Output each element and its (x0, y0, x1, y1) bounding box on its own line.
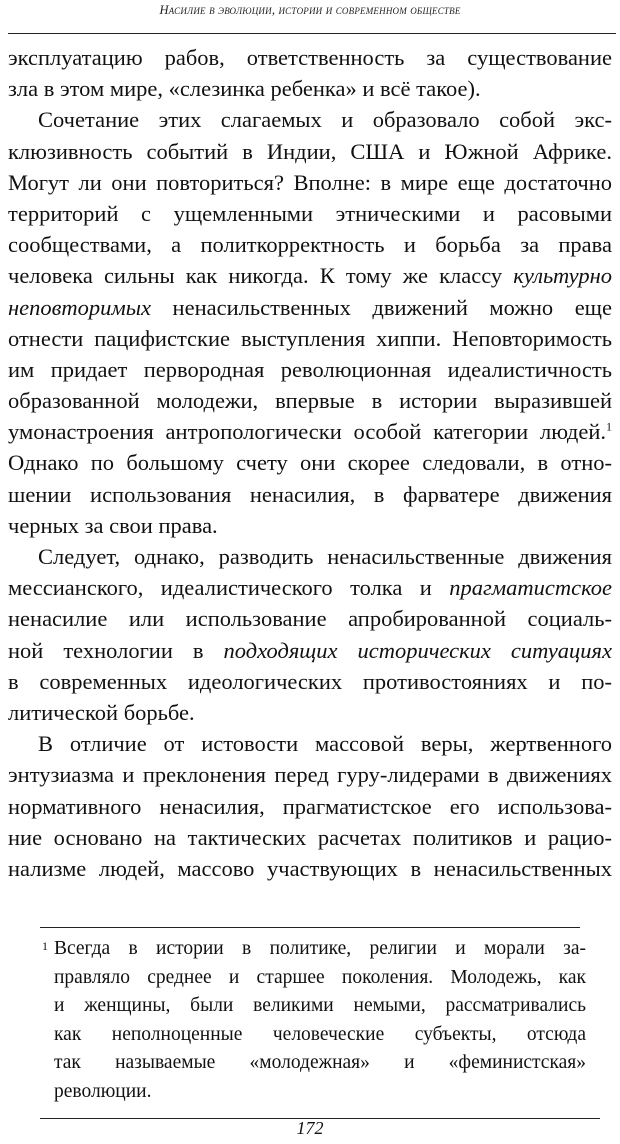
footnote-line: как неполноценные человеческие субъекты, отсюда (54, 1023, 586, 1045)
text-line: клюзивность событий в Индии, США и Южной Африке. (8, 138, 612, 164)
footnote-line: революции. (54, 1080, 152, 1102)
footnote-separator (40, 927, 580, 928)
text-line: Однако по большому счету они скорее следовали, в отно- (8, 450, 612, 476)
text-line: В отличие от истовости массовой веры, жертвенного (38, 731, 612, 757)
text-line: нормативного ненасилия, прагматистское его использова- (8, 793, 612, 819)
text-line: сообществами, а политкорректность и борьба за права (8, 232, 612, 258)
text-line: шении использования ненасилия, в фарватере движения (8, 481, 612, 507)
text-line: Могут ли они повториться? Вполне: в мире еще достаточно (8, 169, 612, 195)
emphasis: неповторимых (8, 294, 151, 320)
emphasis: прагматистское (449, 575, 612, 601)
text-line: ненасилие или использование апробированной социаль- (8, 606, 612, 632)
emphasis: подходящих исторических ситуациях (223, 637, 612, 663)
text-line: энтузиазма и преклонения перед гуру-лидерами в движениях (8, 762, 612, 788)
text-line: человека сильны как никогда. К тому же классу культурно (8, 263, 612, 289)
body-text (8, 42, 612, 884)
text-line: ной технологии в подходящих исторических ситуациях (8, 637, 612, 663)
text-line: черных за свои права. (8, 512, 218, 538)
running-head: Насилие в эволюции, истории и современном обществе (159, 3, 461, 17)
footnote-reference[interactable]: 1 (606, 419, 612, 434)
text-line: им придает первородная революционная идеалистичность (8, 356, 612, 382)
header-rule (8, 33, 616, 34)
footnote-line: Всегда в истории в политике, религии и морали за- (54, 938, 586, 959)
footnote-line: так называемые «молодежная» и «феминистская» (54, 1052, 586, 1074)
page-number: 172 (296, 1118, 324, 1138)
emphasis: культурно (513, 263, 612, 289)
text-line: мессианского, идеалистического толка и прагматистское (8, 575, 612, 601)
text-line: нализме людей, массово участвующих в ненасильственных (8, 855, 612, 881)
text-line: образованной молодежи, впервые в истории выразившей (8, 388, 612, 414)
text-line: отнести пацифистские выступления хиппи. Неповторимость (8, 325, 612, 351)
footnote (54, 935, 586, 1107)
text-line: в современных идеологических противостояниях и по- (8, 668, 612, 694)
text-line: Следует, однако, разводить ненасильственные движения (38, 544, 612, 569)
footnote-line: правляло среднее и старшее поколения. Молодежь, как (54, 966, 586, 988)
text-line: литической борьбе. (8, 699, 195, 725)
text-line: ние основано на тактических расчетах политиков и рацио- (8, 824, 612, 850)
text-line: умонастроения антропологически особой категории людей.$^1$ (8, 419, 612, 445)
text-line: неповторимых ненасильственных движений можно еще (8, 294, 612, 320)
text-line: зла в этом мире, «слезинка ребенка» и всё такое). (8, 76, 481, 102)
text-line: эксплуатацию рабов, ответственность за существование (8, 45, 612, 70)
footnote-marker: 1 (42, 939, 48, 953)
text-line: территорий с ущемленными этническими и расовыми (8, 200, 612, 226)
text-line: Сочетание этих слагаемых и образовало собой экс- (38, 107, 612, 133)
footnote-line: и женщины, были великими немыми, рассматривались (54, 995, 586, 1017)
